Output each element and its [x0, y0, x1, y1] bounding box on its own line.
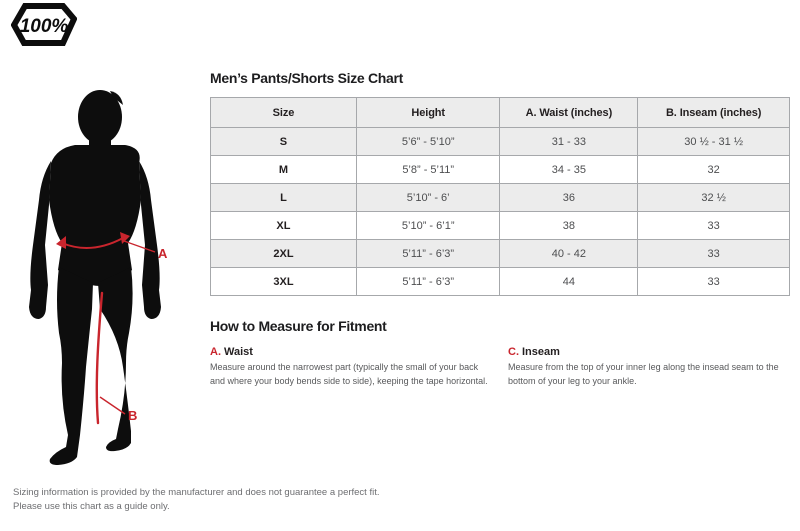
- cell-waist: 44: [500, 268, 638, 296]
- disclaimer: [13, 486, 380, 514]
- measure-letter: A.: [210, 346, 221, 358]
- cell-inseam: 33: [638, 212, 790, 240]
- cell-height: 5’6” - 5’10”: [356, 128, 500, 156]
- measure-description: Measure from the top of your inner leg along the insead seam to the bottom of your leg to your ankle.: [508, 362, 779, 386]
- cell-size: XL: [211, 212, 357, 240]
- measure-item-heading: [508, 346, 790, 358]
- brand-logo: [11, 3, 77, 52]
- measure-description: Measure around the narrowest part (typically the small of your back and where your body bends side to side), keeping the tape horizontal.: [210, 362, 488, 386]
- measure-section: [210, 318, 790, 388]
- cell-inseam: 32 ½: [638, 184, 790, 212]
- page-title: Men’s Pants/Shorts Size Chart: [210, 70, 404, 86]
- table-row-xl: [211, 212, 790, 240]
- measure-item-heading: [210, 346, 492, 358]
- measure-name: Inseam: [522, 346, 560, 358]
- column-header-waist: A. Waist (inches): [500, 98, 638, 128]
- body-measurement-figure: [15, 85, 185, 475]
- measure-item-waist: [210, 346, 492, 388]
- size-chart-table: [210, 97, 790, 296]
- cell-height: 5’11” - 6’3”: [356, 268, 500, 296]
- column-header-size: Size: [211, 98, 357, 128]
- cell-waist: 38: [500, 212, 638, 240]
- logo-text: 100%: [19, 16, 69, 37]
- cell-inseam: 32: [638, 156, 790, 184]
- measure-item-inseam: [508, 346, 790, 388]
- table-row-s: [211, 128, 790, 156]
- cell-size: 2XL: [211, 240, 357, 268]
- main-content: [210, 70, 790, 388]
- disclaimer-line-1: Sizing information is provided by the manufacturer and does not guarantee a perfect fit.: [13, 487, 380, 498]
- cell-inseam: 33: [638, 268, 790, 296]
- cell-size: S: [211, 128, 357, 156]
- column-header-inseam: B. Inseam (inches): [638, 98, 790, 128]
- disclaimer-line-2: Please use this chart as a guide only.: [13, 500, 170, 512]
- measure-letter: C.: [508, 346, 519, 358]
- hexagon-logo-icon: [11, 3, 77, 47]
- waist-label: A: [158, 246, 168, 261]
- measure-section-title: How to Measure for Fitment: [210, 318, 387, 334]
- table-header-row: [211, 98, 790, 128]
- table-row-2xl: [211, 240, 790, 268]
- table-row-m: [211, 156, 790, 184]
- cell-size: M: [211, 156, 357, 184]
- table-row-l: [211, 184, 790, 212]
- cell-waist: 40 - 42: [500, 240, 638, 268]
- cell-height: 5’10” - 6’1”: [356, 212, 500, 240]
- cell-height: 5’10” - 6’: [356, 184, 500, 212]
- cell-size: L: [211, 184, 357, 212]
- column-header-height: Height: [356, 98, 500, 128]
- cell-inseam: 33: [638, 240, 790, 268]
- cell-height: 5’11” - 6’3”: [356, 240, 500, 268]
- cell-waist: 34 - 35: [500, 156, 638, 184]
- cell-waist: 36: [500, 184, 638, 212]
- cell-height: 5’8” - 5’11”: [356, 156, 500, 184]
- body-silhouette-icon: [15, 85, 185, 470]
- cell-size: 3XL: [211, 268, 357, 296]
- cell-waist: 31 - 33: [500, 128, 638, 156]
- inseam-label: B: [128, 408, 138, 423]
- cell-inseam: 30 ½ - 31 ½: [638, 128, 790, 156]
- table-row-3xl: [211, 268, 790, 296]
- measure-name: Waist: [224, 346, 253, 358]
